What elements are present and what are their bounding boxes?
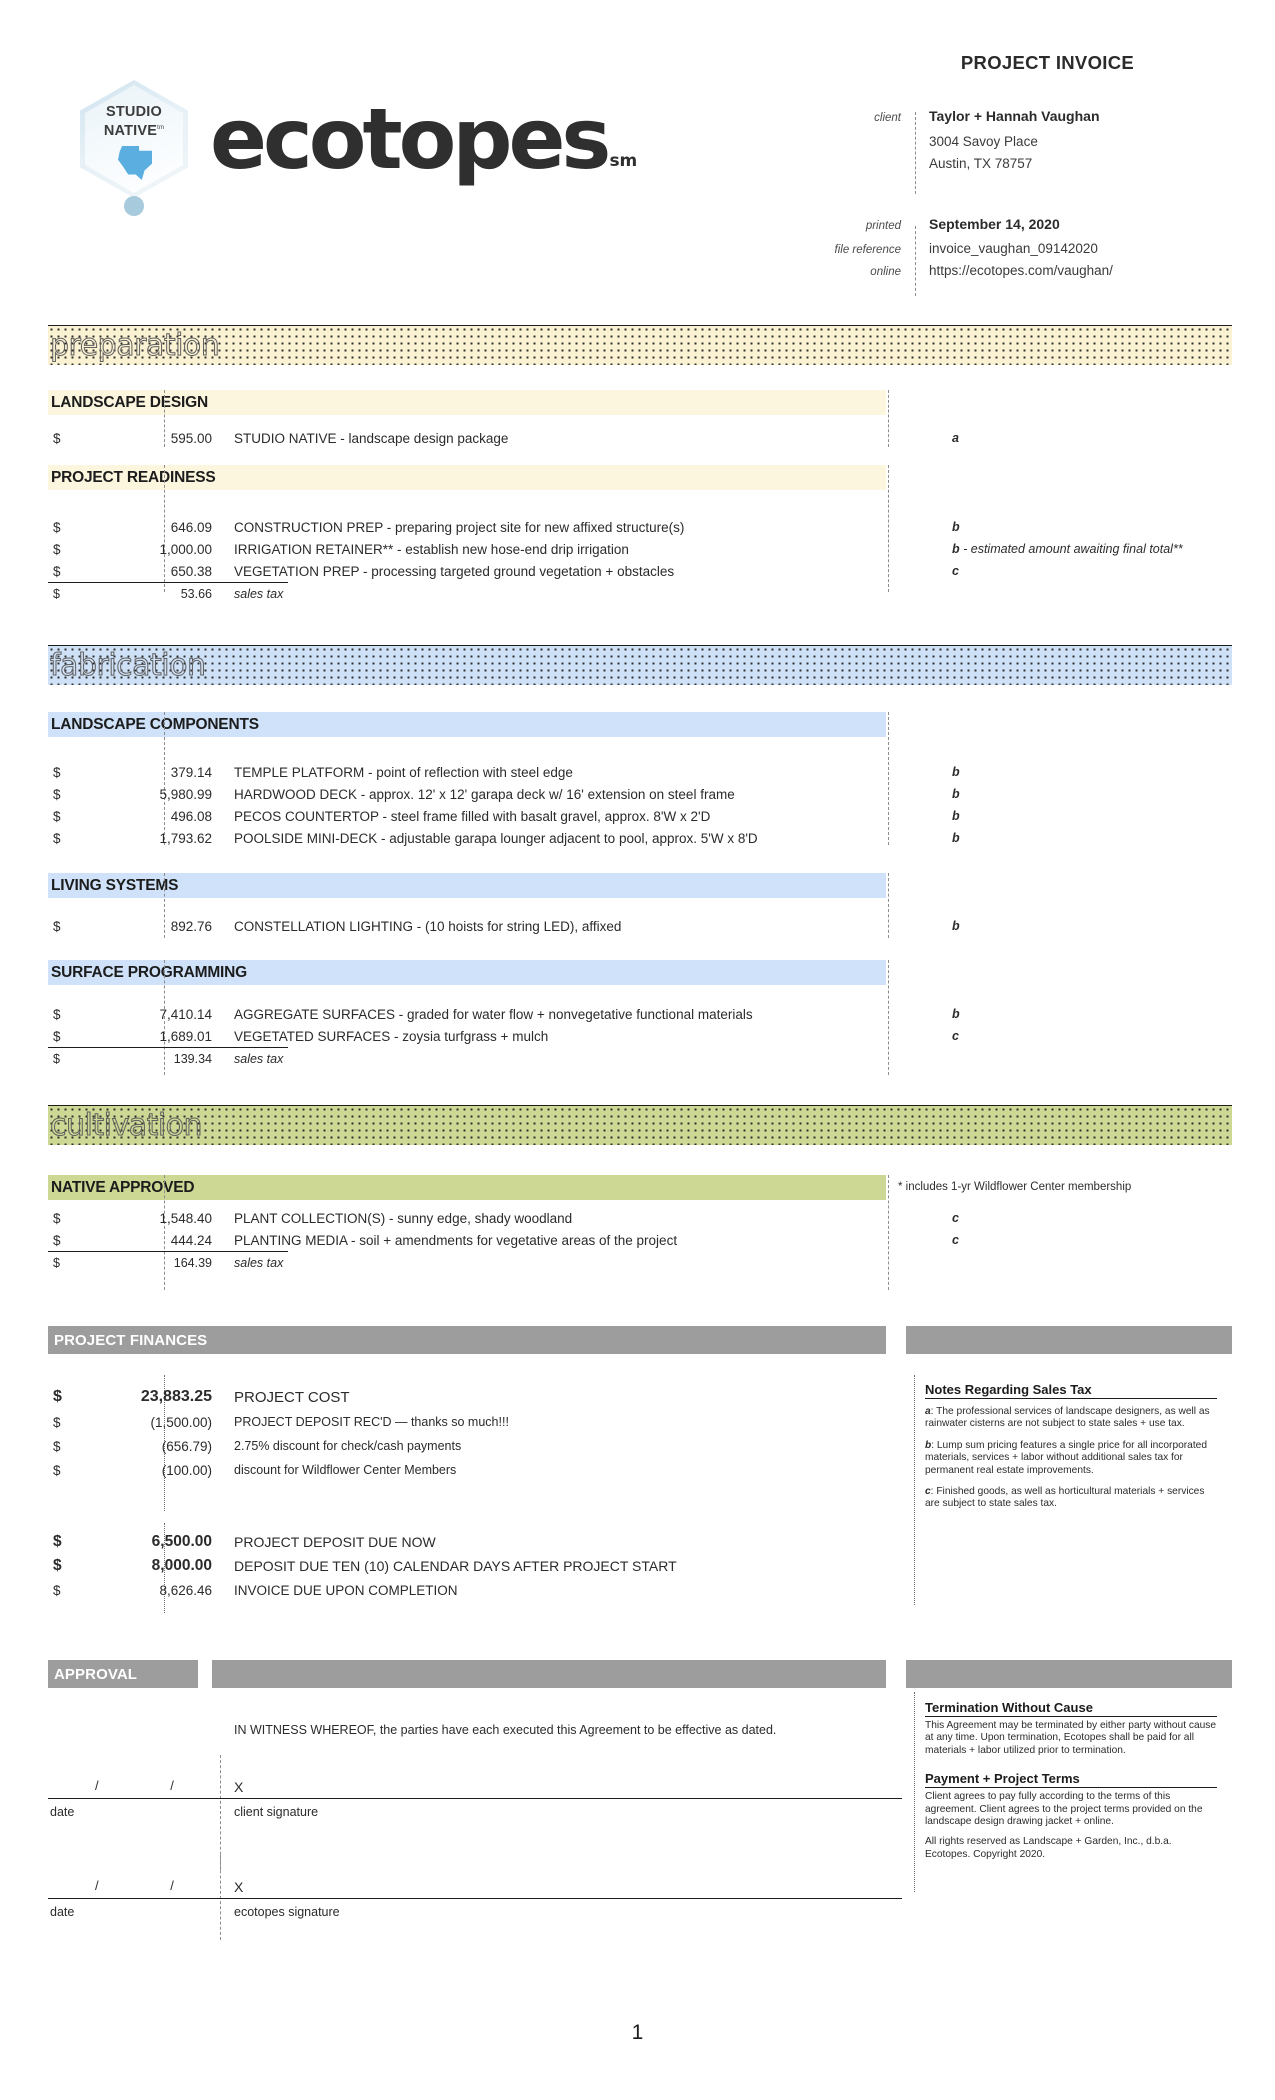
meta-divider-details (915, 226, 916, 296)
finance-row-deposit-received (48, 1410, 948, 1434)
client-name: Taylor + Hannah Vaughan (929, 108, 1100, 124)
line-item-row (48, 915, 1232, 937)
finance-description: discount for Wildflower Center Members (234, 1463, 457, 1477)
line-item-amount: 1,793.62 (159, 830, 212, 846)
finance-amount: (100.00) (161, 1462, 212, 1478)
line-item-row (48, 560, 1232, 582)
line-item-row (48, 1207, 1232, 1229)
line-item-amount: 646.09 (170, 519, 212, 535)
finance-row-wildflower-discount (48, 1458, 948, 1482)
tax-note-key: c (925, 1486, 931, 1498)
currency-symbol: $ (53, 1462, 61, 1478)
line-item-amount: 1,548.40 (159, 1210, 212, 1226)
ecotopes-wordmark: ecotopes sm (210, 90, 638, 188)
line-item-description: CONSTELLATION LIGHTING - (10 hoists for string LED), affixed (234, 918, 622, 934)
line-item-amount: 379.14 (170, 764, 212, 780)
line-item-row (48, 1025, 1232, 1047)
line-item-row (48, 516, 1232, 538)
line-item-description: TEMPLE PLATFORM - point of reflection with steel edge (234, 764, 573, 780)
x-mark-ecotopes: X (234, 1879, 244, 1895)
currency-symbol: $ (53, 1438, 61, 1454)
group-title: LANDSCAPE DESIGN (51, 393, 208, 411)
badge-text (80, 104, 188, 139)
line-item-row (48, 783, 1232, 805)
section-bar-extension (906, 1660, 1232, 1688)
currency-symbol: $ (53, 541, 61, 557)
line-item-amount: 1,689.01 (159, 1028, 212, 1044)
line-item-tax-code: a (952, 431, 959, 445)
finance-description: DEPOSIT DUE TEN (10) CALENDAR DAYS AFTER PROJECT START (234, 1558, 677, 1574)
sales-tax-label: sales tax (234, 1052, 284, 1066)
section-band-label-cultivation: cultivation (50, 1107, 203, 1143)
payment-terms-text: Client agrees to pay fully according to the terms of this agreement. Client agrees to the project terms provided on the landscape design drawing jacket + online. (925, 1791, 1203, 1828)
group-header-landscape-design (48, 390, 886, 415)
notes-divider (914, 1375, 915, 1605)
witness-statement: IN WITNESS WHEREOF, the parties have each executed this Agreement to be effective as dated. (234, 1723, 777, 1737)
line-item-tax-code: c (952, 1233, 959, 1247)
invoice-header (0, 0, 1275, 315)
line-item-description: AGGREGATE SURFACES - graded for water flow + nonvegetative functional materials (234, 1006, 753, 1022)
sales-tax-label: sales tax (234, 1256, 284, 1270)
currency-symbol: $ (53, 1256, 60, 1270)
section-bar-title: APPROVAL (54, 1665, 138, 1683)
file-reference-label: file reference (834, 244, 901, 256)
line-item-tax-note: - estimated amount awaiting final total** (959, 542, 1183, 556)
line-item-row (48, 1229, 1232, 1251)
currency-symbol: $ (53, 1232, 61, 1248)
printed-date: September 14, 2020 (929, 216, 1060, 232)
ecotopes-signature-line[interactable] (234, 1898, 902, 1899)
terms-panel (925, 1700, 1217, 1870)
tax-note-c (925, 1486, 1217, 1511)
line-item-tax-code: c (952, 1029, 959, 1043)
line-item-row (48, 761, 1232, 783)
copyright-text: All rights reserved as Landscape + Garden, Inc., d.b.a. Ecotopes. Copyright 2020. (925, 1836, 1172, 1860)
line-item-tax-code: b (952, 831, 960, 845)
finance-row-deposit-due-now (48, 1530, 948, 1554)
line-item-description: PECOS COUNTERTOP - steel frame filled with basalt gravel, approx. 8'W x 2'D (234, 808, 711, 824)
termination-title: Termination Without Cause (925, 1700, 1217, 1717)
tax-note-text: : The professional services of landscape designers, as well as rainwater cisterns are not subject to state sales + use tax. (925, 1406, 1210, 1430)
tax-note-key: b (925, 1439, 932, 1451)
file-reference-value: invoice_vaughan_09142020 (929, 241, 1098, 256)
line-item-amount: 892.76 (170, 918, 212, 934)
date-caption-2: date (50, 1905, 75, 1919)
badge-line-2: NATIVE (103, 122, 158, 139)
terms-divider (914, 1692, 915, 1892)
tax-note-text: : Finished goods, as well as horticultural materials + services are subject to state sales tax. (925, 1486, 1205, 1510)
line-item-amount: 496.08 (170, 808, 212, 824)
finance-amount: 8,626.46 (159, 1582, 212, 1598)
ecotopes-signature-caption: ecotopes signature (234, 1905, 340, 1919)
group-title: LIVING SYSTEMS (51, 876, 179, 894)
line-item-tax-code: b (952, 520, 960, 534)
line-item-row (48, 538, 1232, 560)
currency-symbol: $ (53, 1557, 62, 1574)
line-item-amount: 595.00 (170, 430, 212, 446)
meta-divider-client (915, 112, 916, 194)
invoice-meta (805, 108, 1275, 285)
line-item-tax-code: c (952, 1211, 959, 1225)
online-url[interactable]: https://ecotopes.com/vaughan/ (929, 263, 1113, 278)
date-slashes-1: / / (95, 1778, 208, 1793)
wildflower-membership-note: * includes 1-yr Wildflower Center membership (898, 1181, 1132, 1193)
section-bar-extension (906, 1326, 1232, 1354)
group-title: NATIVE APPROVED (51, 1178, 195, 1196)
tax-notes-panel (925, 1382, 1217, 1520)
finance-description: PROJECT COST (234, 1388, 350, 1406)
page-title: PROJECT INVOICE (960, 52, 1134, 73)
finance-row-project-cost (48, 1385, 948, 1409)
finance-description: INVOICE DUE UPON COMPLETION (234, 1582, 458, 1598)
sales-tax-row (48, 583, 1232, 605)
line-item-row (48, 1003, 1232, 1025)
section-bar-title: PROJECT FINANCES (54, 1331, 208, 1349)
brand-logo (80, 80, 638, 210)
line-item-tax-code: b (952, 765, 960, 779)
section-band-cultivation (48, 1105, 1232, 1145)
group-title: SURFACE PROGRAMMING (51, 963, 247, 981)
date-slashes-2: / / (95, 1878, 208, 1893)
printed-label: printed (865, 220, 901, 232)
x-mark-client: X (234, 1779, 244, 1795)
currency-symbol: $ (53, 786, 61, 802)
finance-amount: (1,500.00) (150, 1414, 212, 1430)
line-item-amount: 444.24 (170, 1232, 212, 1248)
line-item-description: PLANT COLLECTION(S) - sunny edge, shady woodland (234, 1210, 573, 1226)
client-signature-line[interactable] (234, 1798, 902, 1799)
badge-tm: tm (157, 125, 165, 131)
section-band-label-preparation: preparation (50, 327, 220, 363)
group-title: PROJECT READINESS (51, 468, 216, 486)
client-label: client (874, 112, 901, 124)
line-item-tax-code: b (952, 919, 960, 933)
group-header-native-approved (48, 1175, 886, 1200)
currency-symbol: $ (53, 430, 61, 446)
line-item-description: PLANTING MEDIA - soil + amendments for vegetative areas of the project (234, 1232, 678, 1248)
finance-row-deposit-due-ten-days (48, 1554, 948, 1578)
line-item-amount: 1,000.00 (159, 541, 212, 557)
line-item-row (48, 805, 1232, 827)
group-title: LANDSCAPE COMPONENTS (51, 715, 259, 733)
currency-symbol: $ (53, 587, 60, 601)
line-item-description: HARDWOOD DECK - approx. 12' x 12' garapa deck w/ 16' extension on steel frame (234, 786, 735, 802)
tax-notes-title: Notes Regarding Sales Tax (925, 1382, 1217, 1399)
client-city: Austin, TX 78757 (929, 156, 1033, 171)
line-item-tax-code: b (952, 1007, 960, 1021)
line-item-description: IRRIGATION RETAINER** - establish new hose-end drip irrigation (234, 541, 629, 557)
section-band-preparation (48, 325, 1232, 365)
group-header-project-readiness (48, 465, 886, 490)
date-caption-1: date (50, 1805, 75, 1819)
date-line-2[interactable] (48, 1898, 238, 1899)
currency-symbol: $ (53, 1414, 61, 1430)
finance-amount: 23,883.25 (140, 1388, 212, 1405)
line-item-description: VEGETATED SURFACES - zoysia turfgrass + mulch (234, 1028, 549, 1044)
sales-tax-amount: 53.66 (180, 587, 212, 601)
currency-symbol: $ (53, 1533, 62, 1550)
line-item-tax-code: b (952, 809, 960, 823)
section-bar-extension (212, 1660, 886, 1688)
currency-symbol: $ (53, 1006, 61, 1022)
tax-note-b (925, 1440, 1217, 1477)
finance-description: 2.75% discount for check/cash payments (234, 1439, 462, 1453)
sales-tax-label: sales tax (234, 587, 284, 601)
line-item-description: VEGETATION PREP - processing targeted ground vegetation + obstacles (234, 563, 675, 579)
group-header-living-systems (48, 873, 886, 898)
sales-tax-amount: 164.39 (173, 1256, 212, 1270)
tax-note-key: a (925, 1406, 931, 1417)
badge-line-1: STUDIO (106, 104, 162, 120)
client-street: 3004 Savoy Place (929, 134, 1038, 149)
finance-row-check-cash-discount (48, 1434, 948, 1458)
section-bar-project-finances (48, 1326, 886, 1354)
line-item-description: STUDIO NATIVE - landscape design package (234, 430, 509, 446)
wordmark-sm: sm (609, 151, 638, 171)
currency-symbol: $ (53, 519, 61, 535)
section-bar-approval (48, 1660, 198, 1688)
currency-symbol: $ (53, 830, 61, 846)
currency-symbol: $ (53, 918, 61, 934)
currency-symbol: $ (53, 563, 61, 579)
currency-symbol: $ (53, 764, 61, 780)
currency-symbol: $ (53, 1388, 62, 1405)
tax-note-text: : Lump sum pricing features a single price for all incorporated materials, services + labor without additional sales tax for permanent real estate improvements. (925, 1439, 1207, 1476)
line-item-description: CONSTRUCTION PREP - preparing project site for new affixed structure(s) (234, 519, 685, 535)
finance-row-invoice-due (48, 1578, 948, 1602)
finance-amount: 8,000.00 (151, 1557, 212, 1574)
studio-native-badge-icon (80, 80, 188, 210)
line-item-amount: 5,980.99 (159, 786, 212, 802)
section-band-label-fabrication: fabrication (50, 647, 206, 683)
line-item-row (48, 827, 1232, 849)
page-number: 1 (631, 2021, 644, 2044)
date-line-1[interactable] (48, 1798, 238, 1799)
line-item-row (48, 427, 1232, 449)
line-item-amount: 7,410.14 (159, 1006, 212, 1022)
group-header-surface-programming (48, 960, 886, 985)
finance-amount: (656.79) (161, 1438, 212, 1454)
payment-terms-title: Payment + Project Terms (925, 1771, 1217, 1788)
termination-text: This Agreement may be terminated by either party without cause at any time. Upon termination, Ecotopes shall be paid for all materials + labor utilized prior to termination. (925, 1720, 1217, 1756)
currency-symbol: $ (53, 808, 61, 824)
finance-description: PROJECT DEPOSIT DUE NOW (234, 1534, 436, 1550)
group-header-landscape-components (48, 712, 886, 737)
finance-amount: 6,500.00 (151, 1533, 212, 1550)
sales-tax-row (48, 1048, 1232, 1070)
currency-symbol: $ (53, 1210, 61, 1226)
currency-symbol: $ (53, 1052, 60, 1066)
tax-note-a (925, 1406, 1217, 1431)
finance-description: PROJECT DEPOSIT REC'D — thanks so much!!! (234, 1415, 509, 1429)
sales-tax-row (48, 1252, 1232, 1274)
line-item-tax-code: b - estimated amount awaiting final total** (952, 542, 1183, 556)
line-item-description: POOLSIDE MINI-DECK - adjustable garapa lounger adjacent to pool, approx. 5'W x 8'D (234, 830, 758, 846)
sales-tax-amount: 139.34 (173, 1052, 212, 1066)
online-label: online (870, 266, 901, 278)
client-signature-caption: client signature (234, 1805, 319, 1819)
line-item-amount: 650.38 (170, 563, 212, 579)
column-divider (220, 1755, 221, 1870)
badge-pin-dot-icon (124, 196, 144, 216)
line-item-tax-code: b (952, 787, 960, 801)
line-item-tax-code: c (952, 564, 959, 578)
currency-symbol: $ (53, 1582, 61, 1598)
currency-symbol: $ (53, 1028, 61, 1044)
section-band-fabrication (48, 645, 1232, 685)
